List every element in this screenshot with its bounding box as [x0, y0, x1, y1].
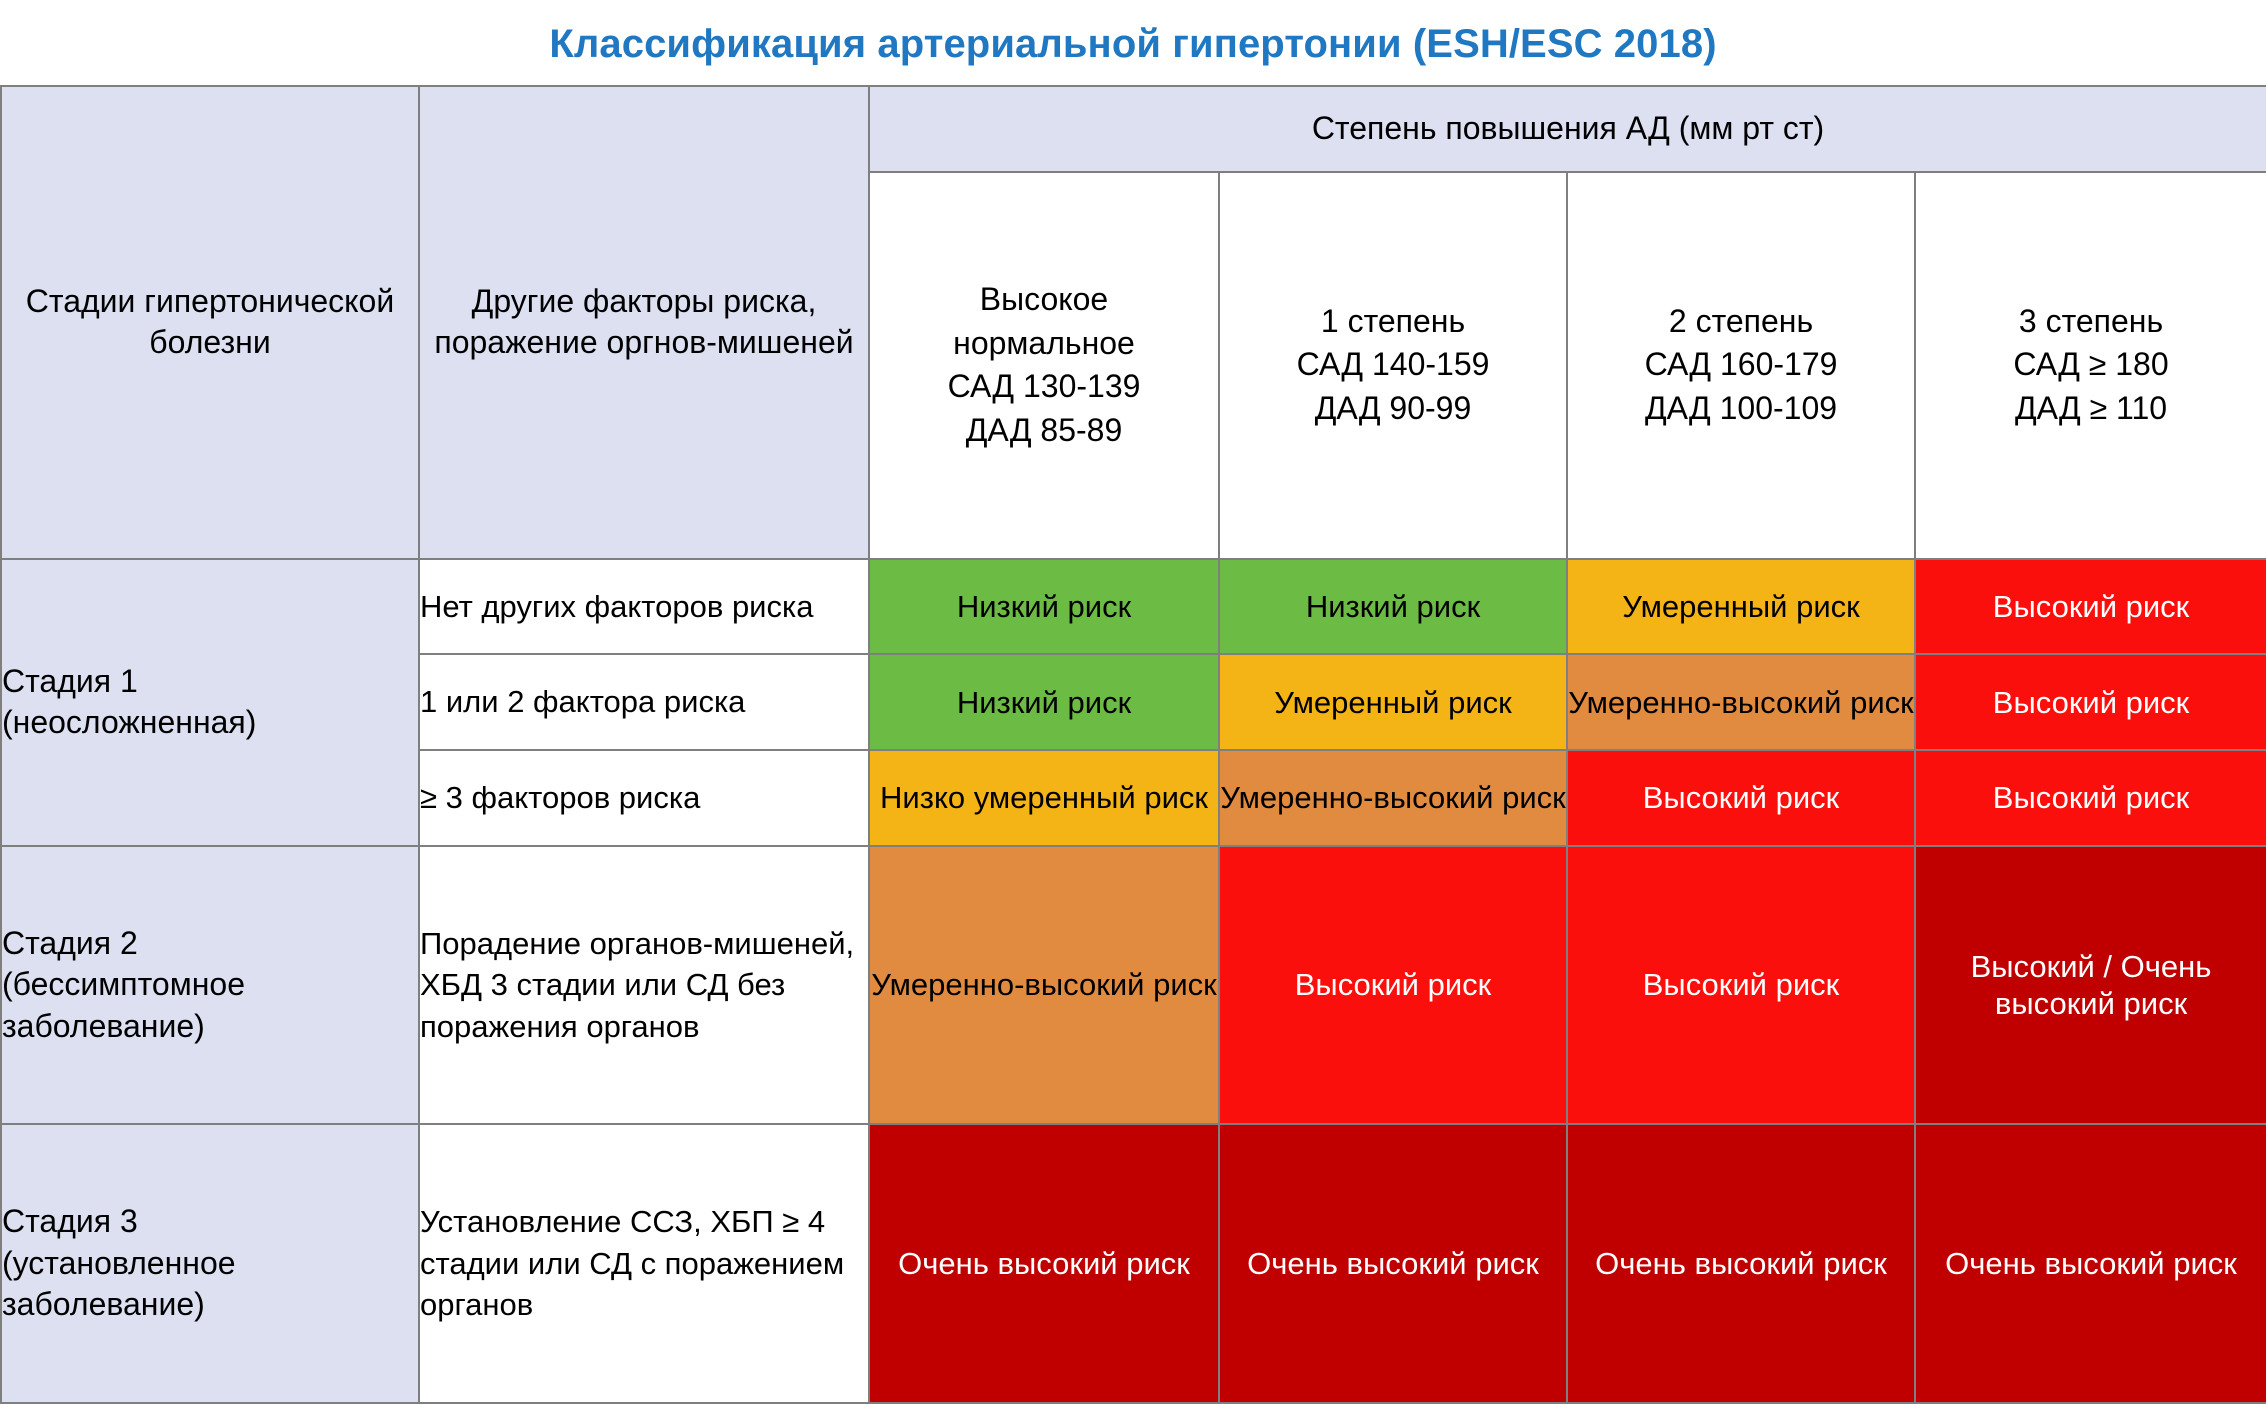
bp-line: ДАД ≥ 110 [2014, 389, 2168, 426]
risk-cell: Низкий риск [869, 654, 1219, 750]
bp-line: 1 степень [1320, 302, 1466, 339]
header-bp-col-1 [1219, 172, 1567, 559]
bp-line: САД 160-179 [1644, 346, 1838, 383]
risk-classification-table [0, 85, 2266, 1404]
header-stages-line: гипертонической [144, 283, 395, 320]
header-bp-col-2 [1567, 172, 1915, 559]
stage-line: Стадия 2 [2, 924, 138, 961]
stage-line: (неосложненная) [2, 704, 257, 741]
factor-cell: Установление ССЗ, ХБП ≥ 4 стадии или СД с поражением органов [419, 1124, 869, 1403]
risk-cell: Высокий / Очень высокий риск [1915, 846, 2266, 1125]
bp-line: нормальное [953, 324, 1135, 361]
header-bp-group: Степень повышения АД (мм рт ст) [869, 86, 2266, 172]
risk-cell: Низкий риск [1219, 559, 1567, 655]
risk-cell: Высокий риск [1567, 846, 1915, 1125]
bp-line: 2 степень [1668, 302, 1814, 339]
stage-line: Стадия 3 [2, 1203, 138, 1240]
stage-line: заболевание) [2, 1286, 205, 1323]
table-row [1, 846, 2266, 1125]
factor-cell: Порадение органов-мишеней, ХБД 3 стадии или СД без поражения органов [419, 846, 869, 1125]
stage-line: Стадия 1 [2, 662, 138, 699]
bp-line: САД 130-139 [947, 368, 1141, 405]
bp-line: ДАД 100-109 [1644, 389, 1838, 426]
header-bp-col-0 [869, 172, 1219, 559]
risk-cell: Умеренный риск [1219, 654, 1567, 750]
stage-label-3 [1, 1124, 419, 1403]
risk-cell: Очень высокий риск [869, 1124, 1219, 1403]
risk-cell: Умеренно-высокий риск [1567, 654, 1915, 750]
stage-line: (бессимптомное [2, 966, 245, 1003]
header-stages [1, 86, 419, 559]
risk-cell: Высокий риск [1915, 654, 2266, 750]
stage-line: (установленное [2, 1244, 236, 1281]
risk-cell: Высокий риск [1915, 750, 2266, 846]
risk-cell: Низко умеренный риск [869, 750, 1219, 846]
stage-line: заболевание) [2, 1007, 205, 1044]
factor-cell: 1 или 2 фактора риска [419, 654, 869, 750]
stage-label-1 [1, 559, 419, 846]
table-row [1, 1124, 2266, 1403]
header-factors-line: Другие факторы [471, 283, 715, 320]
header-stages-line: болезни [149, 324, 271, 361]
risk-cell: Высокий риск [1567, 750, 1915, 846]
bp-line: Высокое [979, 281, 1109, 318]
bp-line: САД ≥ 180 [2013, 346, 2169, 383]
risk-cell: Умеренно-высокий риск [1219, 750, 1567, 846]
bp-line: САД 140-159 [1296, 346, 1490, 383]
factor-cell: Нет других факторов риска [419, 559, 869, 655]
bp-line: ДАД 90-99 [1314, 389, 1472, 426]
risk-cell: Умеренно-высокий риск [869, 846, 1219, 1125]
header-factors-line: риска, поражение [434, 283, 817, 361]
header-other-factors [419, 86, 869, 559]
risk-cell: Очень высокий риск [1219, 1124, 1567, 1403]
risk-cell: Умеренный риск [1567, 559, 1915, 655]
table-header-row-1 [1, 86, 2266, 172]
risk-cell: Высокий риск [1219, 846, 1567, 1125]
stage-label-2 [1, 846, 419, 1125]
bp-line: ДАД 85-89 [965, 411, 1123, 448]
header-stages-line: Стадии [25, 283, 136, 320]
header-factors-line: оргнов-мишеней [606, 324, 854, 361]
factor-cell: ≥ 3 факторов риска [419, 750, 869, 846]
table-row [1, 559, 2266, 655]
risk-cell: Низкий риск [869, 559, 1219, 655]
risk-cell: Высокий риск [1915, 559, 2266, 655]
bp-line: 3 степень [2018, 302, 2164, 339]
risk-cell: Очень высокий риск [1567, 1124, 1915, 1403]
page-title: Классификация артериальной гипертонии (ESH/ESC 2018) [549, 22, 1717, 66]
risk-cell: Очень высокий риск [1915, 1124, 2266, 1403]
header-bp-col-3 [1915, 172, 2266, 559]
